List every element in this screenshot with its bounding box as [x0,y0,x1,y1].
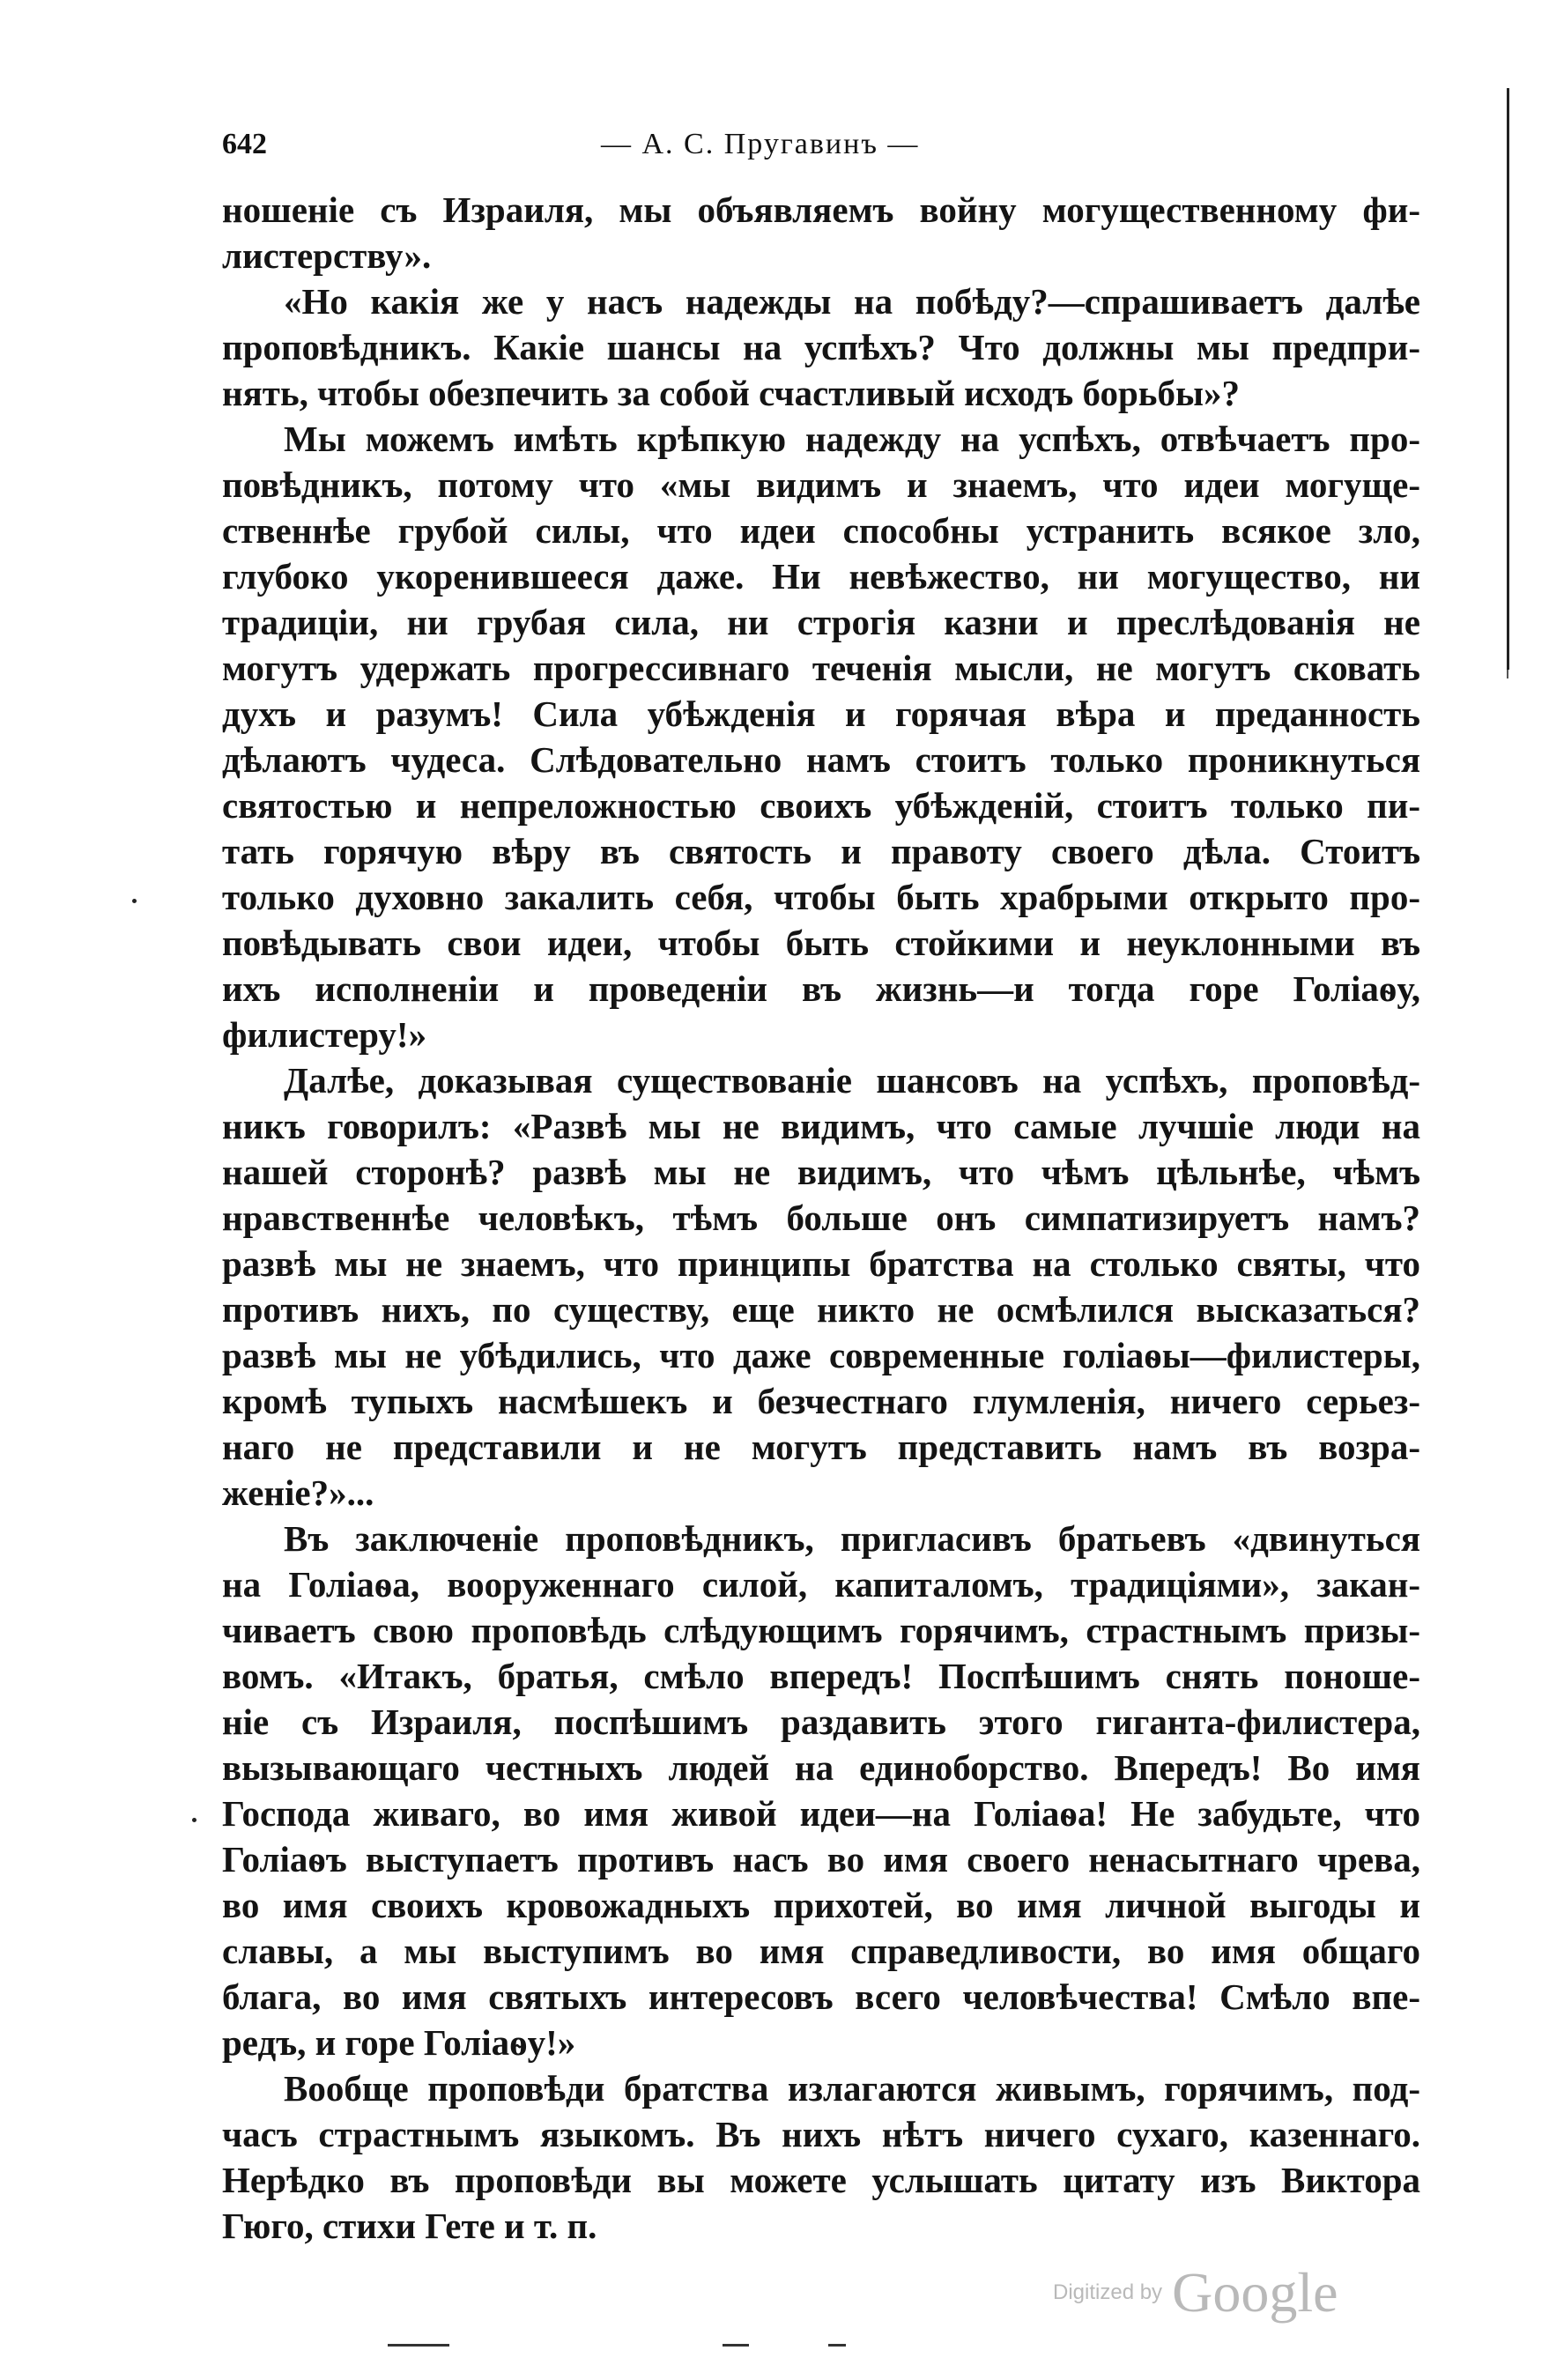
text-line: никъ говорилъ: «Развѣ мы не видимъ, что самые лучшіе люди на [222,1106,1420,1146]
text-line: ношеніе съ Израиля, мы объявляемъ войну могущественному фи- [222,189,1420,230]
scan-speck [132,899,137,903]
text-line: кромѣ тупыхъ насмѣшекъ и безчестнаго глумленія, ничего серьез- [222,1381,1420,1421]
text-line: нашей сторонѣ? развѣ мы не видимъ, что чѣмъ цѣльнѣе, чѣмъ [222,1152,1420,1192]
text-line: славы, а мы выступимъ во имя справедливости, во имя общаго [222,1931,1420,1971]
watermark-prefix: Digitized by [1053,2280,1163,2304]
text-line: Гюго, стихи Гете и т. п. [222,2206,597,2246]
text-line: чиваетъ свою проповѣдь слѣдующимъ горячимъ, страстнымъ призы- [222,1610,1420,1650]
text-line: развѣ мы не убѣдились, что даже современные голіаѳы—филистеры, [222,1335,1420,1375]
text-line: святостью и непреложностью своихъ убѣжденій, стоитъ только пи- [222,785,1420,826]
text-line: редъ, и горе Голіаѳу!» [222,2022,576,2063]
text-line: Далѣе, доказывая существованіе шансовъ на успѣхъ, проповѣд- [284,1060,1420,1101]
text-line: блага, во имя святыхъ интересовъ всего человѣчества! Смѣло впе- [222,1976,1420,2017]
text-line: Голіаѳъ выступаетъ противъ насъ во имя своего ненасытнаго чрева, [222,1839,1420,1880]
text-line: Нерѣдко въ проповѣди вы можете услышать цитату изъ Виктора [222,2160,1420,2200]
text-line: вызывающаго честныхъ людей на единоборство. Впередъ! Во имя [222,1747,1420,1788]
text-line: глубоко укоренившееся даже. Ни невѣжество, ни могущество, ни [222,556,1420,597]
page-edge-rule [1507,88,1509,670]
text-line: вомъ. «Итакъ, братья, смѣло впередъ! Поспѣшимъ снять поноше- [222,1656,1420,1696]
page-number: 642 [222,128,267,160]
text-line: нять, чтобы обезпечить за собой счастливый исходъ борьбы»? [222,373,1240,413]
text-line: ніе съ Израиля, поспѣшимъ раздавить этого гиганта-филистера, [222,1702,1420,1742]
text-line: женіе?»... [222,1472,374,1513]
text-line: Мы можемъ имѣть крѣпкую надежду на успѣхъ, отвѣчаетъ про- [284,419,1420,459]
text-line: ихъ исполненіи и проведеніи въ жизнь—и тогда горе Голіаѳу, [222,968,1420,1009]
text-line: листерству». [222,235,432,276]
text-line: ственнѣе грубой силы, что идеи способны устранить всякое зло, [222,510,1420,551]
text-line: часъ страстнымъ языкомъ. Въ нихъ нѣтъ ничего сухаго, казеннаго. [222,2114,1420,2154]
text-line: Въ заключеніе проповѣдникъ, пригласивъ братьевъ «двинуться [284,1518,1420,1559]
text-line: Господа живаго, во имя живой идеи—на Голіаѳа! Не забудьте, что [222,1793,1420,1834]
text-line: повѣдникъ, потому что «мы видимъ и знаемъ, что идеи могуще- [222,464,1420,505]
text-line: могутъ удержать прогрессивнаго теченія мысли, не могутъ сковать [222,648,1420,688]
text-line: только духовно закалить себя, чтобы быть храбрыми открыто про- [222,877,1420,917]
scan-speck [192,1818,196,1822]
text-line: на Голіаѳа, вооруженнаго силой, капиталомъ, традиціями», закан- [222,1564,1420,1605]
text-line: «Но какія же у насъ надежды на побѣду?—спрашиваетъ далѣе [284,281,1420,322]
body-text [222,187,1420,2246]
scan-edge-mark [828,2344,846,2347]
page-header [222,128,1420,181]
text-line: нравственнѣе человѣкъ, тѣмъ больше онъ симпатизируетъ намъ? [222,1197,1420,1238]
text-line: повѣдывать свои идеи, чтобы быть стойкими и неуклонными въ [222,923,1420,963]
text-line: дѣлаютъ чудеса. Слѣдовательно намъ стоитъ только проникнуться [222,739,1420,780]
text-line: филистеру!» [222,1014,427,1055]
page-edge-rule-tail [1507,670,1508,678]
scan-edge-mark [723,2344,749,2347]
text-line: традиціи, ни грубая сила, ни строгія казни и преслѣдованія не [222,602,1420,642]
text-line: тать горячую вѣру въ святость и правоту своего дѣла. Стоитъ [222,831,1420,871]
google-logo: Google [1172,2261,1338,2324]
text-line: во имя своихъ кровожадныхъ прихотей, во имя личной выгоды и [222,1885,1420,1925]
text-line: проповѣдникъ. Какіе шансы на успѣхъ? Что должны мы предпри- [222,327,1420,367]
text-line: наго не представили и не могутъ представить намъ въ возра- [222,1427,1420,1467]
running-head: — А. С. Пругавинъ — [601,128,920,160]
text-line: развѣ мы не знаемъ, что принципы братства на столько святы, что [222,1243,1420,1284]
text-line: Вообще проповѣди братства излагаются живымъ, горячимъ, под- [284,2068,1420,2109]
scan-edge-mark [388,2344,449,2347]
digitized-by-google-watermark [1053,2260,1338,2325]
text-line: противъ нихъ, по существу, еще никто не осмѣлился высказаться? [222,1289,1420,1330]
text-line: духъ и разумъ! Сила убѣжденія и горячая вѣра и преданность [222,693,1420,734]
